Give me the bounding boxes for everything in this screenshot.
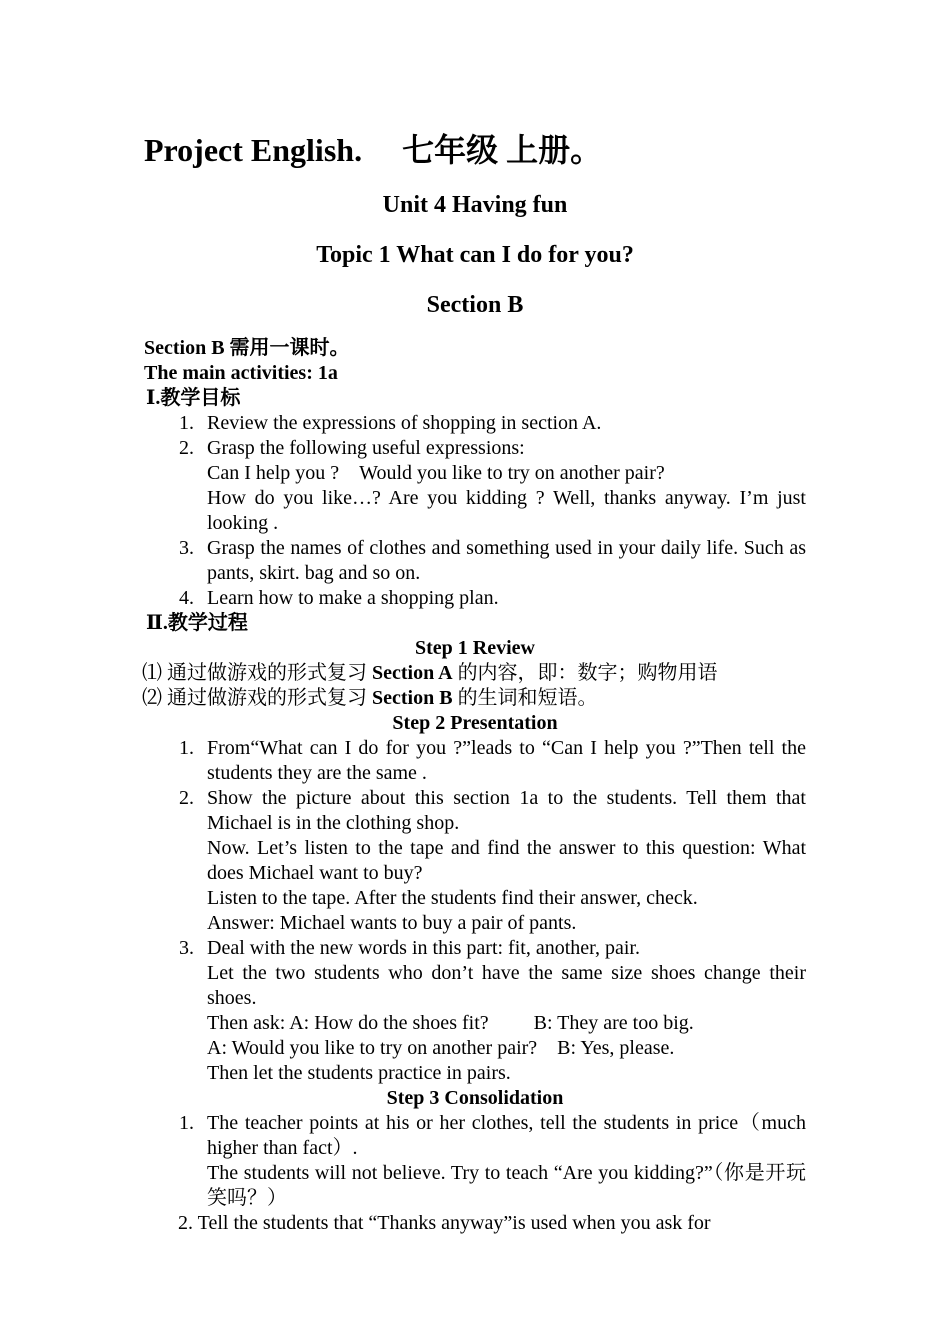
step3-title: Step 3 Consolidation	[386, 1087, 564, 1109]
list-number: 1.	[179, 737, 194, 759]
unit-heading: Unit 4 Having fun	[382, 192, 568, 218]
teaching-goals-list	[144, 411, 806, 611]
list-item	[144, 736, 806, 786]
list-text: Then ask: A: How do the shoes fit? B: They are too big.	[207, 1012, 694, 1034]
review-note-2: ⑵ 通过做游戏的形式复习 Section B 的生词和短语。	[142, 687, 598, 709]
list-text: Can I help you ? Would you like to try on another pair?	[207, 462, 665, 484]
list-text: From“What can I do for you ?”leads to “Can I help you ?”Then tell the students they are the same .	[207, 737, 806, 784]
list-text: How do you like…? Are you kidding ? Well, thanks anyway. I’m just looking .	[207, 487, 806, 534]
list-text: Show the picture about this section 1a to the students. Tell them that Michael is in the clothing shop.	[207, 787, 806, 834]
list-text: Learn how to make a shopping plan.	[207, 587, 499, 609]
list-item	[144, 786, 806, 936]
list-number: 3.	[179, 937, 194, 959]
list-text: A: Would you like to try on another pair? B: Yes, please.	[207, 1037, 675, 1059]
main-activities: The main activities: 1a	[144, 362, 338, 384]
list-number: 2.	[179, 437, 194, 459]
list-item	[144, 1111, 806, 1211]
section-heading: Section B	[426, 292, 524, 318]
list-text: Let the two students who don’t have the same size shoes change their shoes.	[207, 962, 806, 1009]
list-text: Then let the students practice in pairs.	[207, 1062, 511, 1084]
list-text: Grasp the names of clothes and something used in your daily life. Such as pants, skirt. bag and so on.	[207, 537, 806, 584]
review-note-1: ⑴ 通过做游戏的形式复习 Section A 的内容，即：数字；购物用语	[142, 662, 718, 684]
list-number: 3.	[179, 537, 194, 559]
list-number: 2.	[179, 787, 194, 809]
list-item	[144, 586, 806, 611]
list-item	[144, 936, 806, 1086]
step1-title: Step 1 Review	[415, 637, 535, 659]
list-item	[144, 436, 806, 536]
consolidation-list	[144, 1111, 806, 1211]
lesson-time: Section B 需用一课时。	[144, 337, 350, 359]
list-item	[144, 536, 806, 586]
document-title: Project English. 七年级 上册。	[144, 132, 603, 168]
list-text: Answer: Michael wants to buy a pair of pants.	[207, 912, 577, 934]
list-text: Now. Let’s listen to the tape and find the answer to this question: What does Michael want to buy?	[207, 837, 806, 884]
list-number: 1.	[179, 1112, 194, 1134]
list-text: Listen to the tape. After the students find their answer, check.	[207, 887, 698, 909]
topic-heading: Topic 1 What can I do for you?	[316, 242, 634, 268]
teaching-process-heading: Ⅱ.教学过程	[146, 612, 248, 634]
list-text: Grasp the following useful expressions:	[207, 437, 525, 459]
list-number: 1.	[179, 412, 194, 434]
list-number: 4.	[179, 587, 194, 609]
list-text: Deal with the new words in this part: fit, another, pair.	[207, 937, 640, 959]
step2-title: Step 2 Presentation	[392, 712, 558, 734]
list-text: The teacher points at his or her clothes, tell the students in price（much higher than fact）.	[207, 1112, 806, 1159]
document-page	[144, 128, 806, 1236]
list-text: The students will not believe. Try to teach “Are you kidding?”（你是开玩笑吗？）	[207, 1162, 806, 1209]
list-text: Review the expressions of shopping in section A.	[207, 412, 602, 434]
consolidation-item-2: 2. Tell the students that “Thanks anyway”is used when you ask for	[178, 1212, 711, 1234]
teaching-goals-heading: Ⅰ.教学目标	[146, 387, 241, 409]
presentation-list	[144, 736, 806, 1086]
list-item	[144, 411, 806, 436]
